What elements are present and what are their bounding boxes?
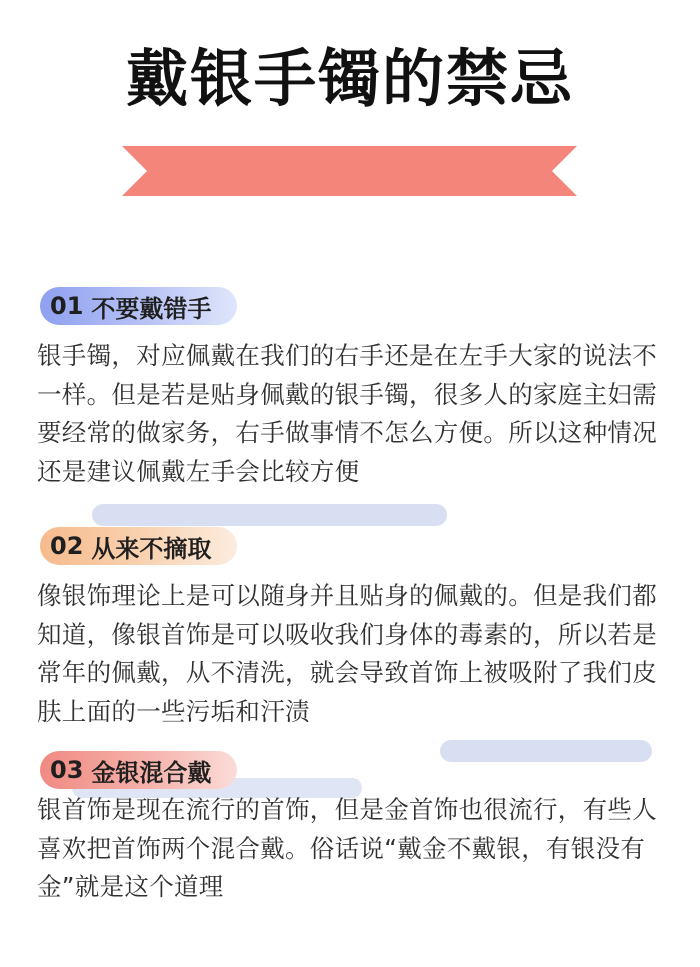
section-heading-3 — [40, 751, 237, 789]
section-heading-1 — [40, 287, 237, 325]
section-heading-label: 不要戴错手 — [91, 294, 212, 323]
highlight-smear — [92, 504, 447, 526]
section-number: 02 — [50, 532, 84, 560]
title-ribbon-decoration — [122, 146, 577, 196]
section-heading-label: 从来不摘取 — [91, 534, 212, 563]
page-title: 戴银手镯的禁忌 — [125, 42, 574, 115]
section-heading-label: 金银混合戴 — [91, 758, 212, 787]
highlight-smear — [440, 740, 652, 762]
section-number: 01 — [50, 292, 84, 320]
section-number: 03 — [50, 756, 84, 784]
section-body-3: 银首饰是现在流行的首饰，但是金首饰也很流行，有些人喜欢把首饰两个混合戴。俗话说“戴金不戴银，有银没有金”就是这个道理 — [37, 795, 657, 901]
section-body-1: 银手镯，对应佩戴在我们的右手还是在左手大家的说法不一样。但是若是贴身佩戴的银手镯，很多人的家庭主妇需要经常的做家务，右手做事情不怎么方便。所以这种情况还是建议佩戴左手会比较方便 — [37, 341, 657, 486]
section-heading-2 — [40, 527, 237, 565]
section-body-2: 像银饰理论上是可以随身并且贴身的佩戴的。但是我们都知道，像银首饰是可以吸收我们身体的毒素的，所以若是常年的佩戴，从不清洗，就会导致首饰上被吸附了我们皮肤上面的一些污垢和汗渍 — [37, 581, 657, 726]
ribbon-shape — [122, 146, 577, 196]
